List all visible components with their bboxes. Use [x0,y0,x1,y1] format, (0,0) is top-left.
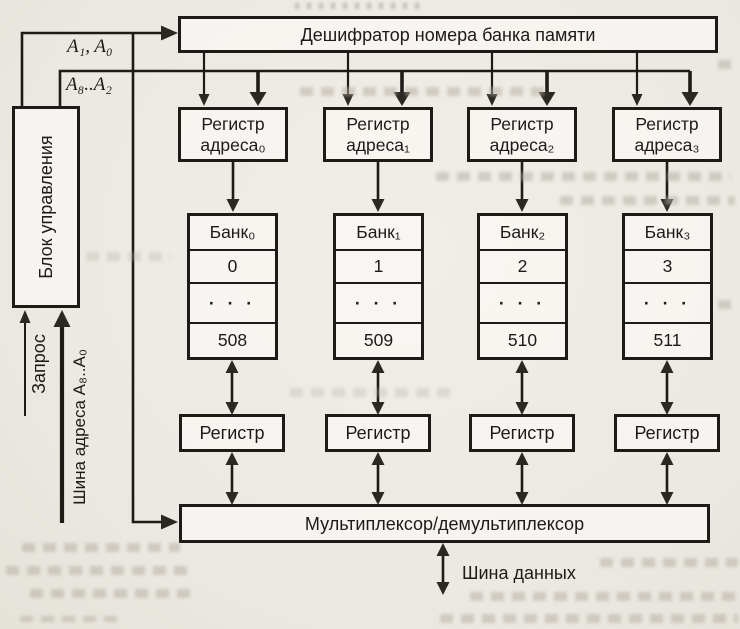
buffer-register-2 [469,414,575,452]
wire-a8a2-bus [60,71,690,107]
decoder-label: Дешифратор номера банка памяти [300,24,596,45]
buf-reg3-label: Регистр [634,423,700,443]
bank0-cell-first: 0 [190,249,275,282]
bank3-title: Банк₃ [644,222,691,242]
buffer-register-3 [614,414,720,452]
mux-box [179,504,710,543]
addr-reg2-line2: адреса₂ [489,134,555,155]
address-register-2 [467,107,577,162]
bank2-title: Банк₂ [499,222,546,242]
data-bus-label: Шина данных [462,563,576,583]
bank3-cell-last: 511 [625,322,710,357]
address-register-1 [323,107,433,162]
addr-reg3-line2: адреса₃ [634,134,700,155]
bank0-title: Банк₀ [209,222,256,242]
addr-reg3-line1: Регистр [635,113,699,134]
wire-select-to-mux [133,33,162,522]
signal-a8a2-label: A₈..A₂ [66,74,112,95]
buf-reg0-label: Регистр [199,423,265,443]
bank3-cell-first: 3 [625,249,710,282]
addr-reg2-line1: Регистр [490,113,554,134]
bank0-cell-dots: · · · [190,282,275,322]
bank-1 [333,213,424,360]
request-label: Запрос [28,334,49,394]
address-register-0 [178,107,288,162]
bank1-cell-dots: · · · [336,282,421,322]
bank2-cell-dots: · · · [480,282,565,322]
bank1-cell-last: 509 [336,322,421,357]
bank-0 [187,213,278,360]
decoder-box [178,16,718,53]
addr-reg0-line1: Регистр [201,113,265,134]
addr-reg1-line2: адреса₁ [346,134,410,155]
bank3-cell-dots: · · · [625,282,710,322]
address-bus-label: Шина адреса A₈..A₀ [70,349,89,505]
signal-a1a0-label: A₁, A₀ [67,36,113,57]
bank1-title: Банк₁ [356,222,401,242]
buf-reg2-label: Регистр [489,423,555,443]
bank2-cell-first: 2 [480,249,565,282]
buffer-register-1 [325,414,431,452]
bank1-cell-first: 1 [336,249,421,282]
mux-label: Мультиплексор/демультиплексор [304,513,585,534]
bank2-cell-last: 510 [480,322,565,357]
addr-reg1-line1: Регистр [346,113,410,134]
addr-reg0-line2: адреса₀ [200,134,266,155]
bank0-cell-last: 508 [190,322,275,357]
buf-reg1-label: Регистр [345,423,411,443]
bank-2 [477,213,568,360]
address-register-3 [612,107,722,162]
bank-3 [622,213,713,360]
control-unit-label: Блок управления [35,135,56,279]
buffer-register-0 [179,414,285,452]
